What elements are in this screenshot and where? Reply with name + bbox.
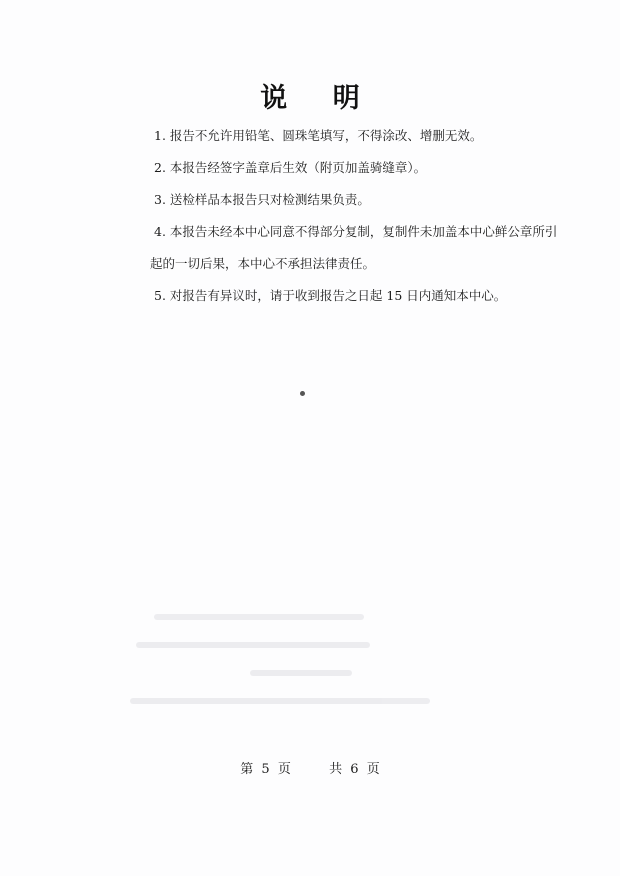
note-item: 1. 报告不允许用铅笔、圆珠笔填写，不得涂改、增删无效。 (154, 128, 483, 143)
page-footer (0, 758, 620, 777)
total-label: 共 (329, 762, 343, 777)
note-item: 4. 本报告未经本中心同意不得部分复制，复制件未加盖本中心鲜公章所引 (154, 224, 558, 239)
bleed-through-text (130, 592, 430, 712)
paper-speck (300, 391, 305, 396)
page-number: 5 (261, 762, 270, 777)
note-item: 2. 本报告经签字盖章后生效（附页加盖骑缝章）。 (154, 160, 427, 175)
note-item-continuation: 起的一切后果，本中心不承担法律责任。 (150, 256, 376, 271)
note-item: 5. 对报告有异议时，请于收到报告之日起 15 日内通知本中心。 (154, 288, 507, 303)
total-pages: 6 (350, 762, 359, 777)
total-unit: 页 (366, 762, 380, 777)
notes-list (150, 120, 558, 312)
page-unit: 页 (277, 762, 291, 777)
page-label: 第 (240, 762, 254, 777)
note-item: 3. 送检样品本报告只对检测结果负责。 (154, 192, 370, 207)
page-title: 说 明 (260, 83, 378, 114)
